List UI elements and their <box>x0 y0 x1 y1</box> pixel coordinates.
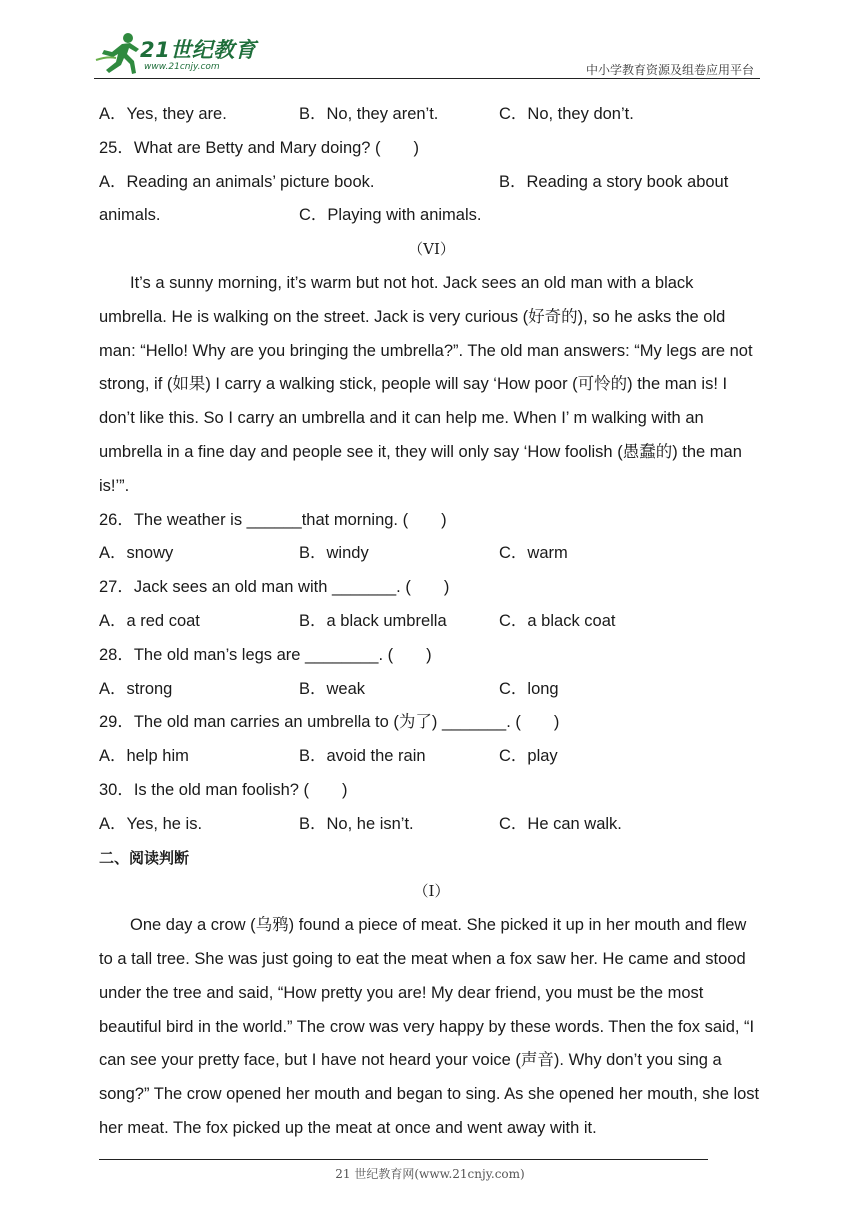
option-c: C．He can walk. <box>499 814 622 833</box>
option-c: C．play <box>499 747 558 766</box>
page-header <box>0 0 860 80</box>
option-c: C．warm <box>499 544 568 563</box>
question-options <box>99 808 764 842</box>
option-b: B．No, they aren’t. <box>299 105 439 123</box>
question-item <box>99 504 764 572</box>
option-c: C．long <box>499 679 559 698</box>
header-platform-label: 中小学教育资源及组卷应用平台 <box>585 63 754 77</box>
logo-text: 21世纪教育 <box>140 38 257 62</box>
question-options <box>99 740 764 774</box>
question-options <box>99 605 764 639</box>
question-text: 27．Jack sees an old man with _______. ( ) <box>99 578 450 597</box>
q25-options-row1 <box>99 166 764 200</box>
question-text: 26．The weather is ______that morning. ( ) <box>99 510 447 529</box>
question-text: 29．The old man carries an umbrella to (为了) _______. ( ) <box>99 713 560 732</box>
option-a: A．Reading an animals’ picture book. <box>99 172 375 191</box>
option-b: B．a black umbrella <box>299 611 447 630</box>
option-b: B．Reading a story book about <box>499 172 729 191</box>
document-body <box>99 98 764 1146</box>
q25-options-row2 <box>99 199 764 233</box>
passage-vi: It’s a sunny morning, it’s warm but not hot. Jack sees an old man with a black umbrella. He is walking on the street. Jack is very curious (好奇的), so he asks the old man: “Hello! Why are you bringing the umbrella?”. The old man answers: “My legs are not strong, if (如果) I carry a walking stick, people will say ‘How poor (可怜的) the man is! I don’t like this. So I carry an umbrella and it can help me. When I’ m walking with an umbrella in a fine day and people see it, they will only say ‘How foolish (愚蠢的) the man is!’”. <box>99 273 753 495</box>
option-b: B．windy <box>299 544 369 563</box>
option-c: C．No, they don’t. <box>499 105 634 123</box>
logo <box>94 30 264 80</box>
question-options <box>99 537 764 571</box>
option-a: A．help him <box>99 747 189 766</box>
q24-options <box>99 98 764 132</box>
section-heading-vi: （VI） <box>408 240 455 259</box>
question-text: 28．The old man’s legs are ________. ( ) <box>99 645 432 664</box>
question-item <box>99 639 764 707</box>
option-c: C．Playing with animals. <box>299 206 482 225</box>
question-item <box>99 571 764 639</box>
header-divider <box>94 78 760 79</box>
footer-source: 21 世纪教育网(www.21cnjy.com) <box>335 1167 525 1181</box>
option-b: B．avoid the rain <box>299 747 426 766</box>
option-a: A．a red coat <box>99 611 200 630</box>
option-b: B．weak <box>299 679 366 698</box>
question-text: 30．Is the old man foolish? ( ) <box>99 780 348 799</box>
option-b: B．No, he isn’t. <box>299 814 414 833</box>
option-a: A．Yes, they are. <box>99 105 227 123</box>
section-heading-reading-judgement: 二、阅读判断 <box>99 848 190 867</box>
option-c: C．a black coat <box>499 611 616 630</box>
question-list <box>99 504 764 842</box>
footer-divider <box>99 1159 708 1160</box>
question-25: 25．What are Betty and Mary doing? ( ) <box>99 138 420 157</box>
runner-logo-icon <box>94 30 144 76</box>
question-item <box>99 774 764 842</box>
logo-url: www.21cnjy.com <box>144 62 220 72</box>
question-options <box>99 673 764 707</box>
question-item <box>99 706 764 774</box>
option-b-continued: animals. <box>99 206 161 225</box>
option-a: A．snowy <box>99 544 174 563</box>
option-a: A．strong <box>99 679 173 698</box>
option-a: A．Yes, he is. <box>99 814 203 833</box>
passage-i: One day a crow (乌鸦) found a piece of meat. She picked it up in her mouth and flew to a tall tree. She was just going to eat the meat when a fox saw her. He came and stood under the tree and said, “How pretty you are! My dear friend, you must be the most beautiful bird in the world.” The crow was very happy by these words. Then the fox said, “I can see your pretty face, but I have not heard your voice (声音). Why don’t you sing a song?” The crow opened her mouth and began to sing. As she opened her mouth, she lost her meat. The fox picked up the meat at once and went away with it. <box>99 916 760 1137</box>
section-heading-i: （Ⅰ） <box>413 882 450 901</box>
